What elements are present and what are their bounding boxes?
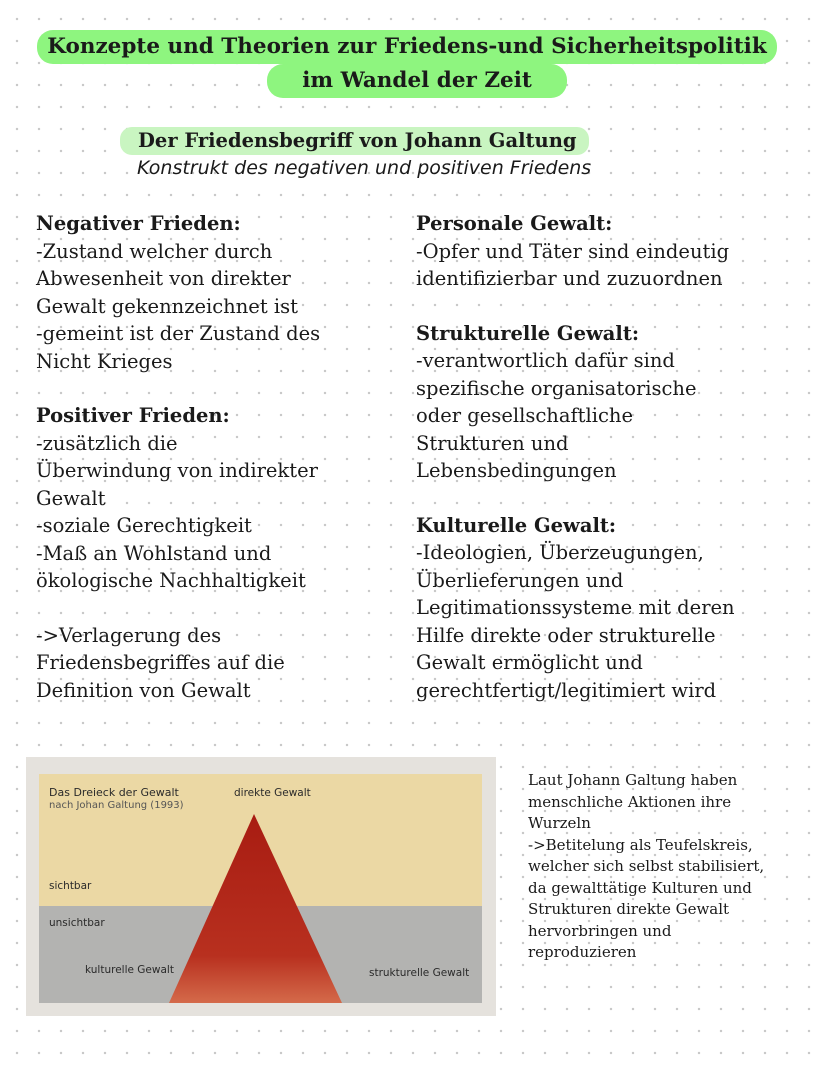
right-column [416, 210, 816, 704]
subtitle-heading: Der Friedensbegriff von Johann Galtung [120, 127, 589, 155]
cultural-violence-label: kulturelle Gewalt [85, 964, 174, 976]
positive-peace-heading: Positiver Frieden: [36, 404, 230, 427]
negative-peace-text: -Zustand welcher durch Abwesenheit von direkter Gewalt gekennzeichnet ist -gemeint ist der Zustand des Nicht Krieges [36, 239, 321, 373]
cultural-violence-heading: Kulturelle Gewalt: [416, 513, 617, 537]
side-note: Laut Johann Galtung haben menschliche Aktionen ihre Wurzeln ->Betitelung als Teufelskreis, welcher sich selbst stabilisiert, da gewalttätige Kulturen und Strukturen direkte Gewalt hervorbringen und reproduzieren [528, 771, 765, 961]
page-title-line-1: Konzepte und Theorien zur Friedens-und Sicherheitspolitik [37, 30, 777, 64]
cultural-violence-text: -Ideologien, Überzeugungen, Überlieferungen und Legitimationssysteme mit deren Hilfe direkte oder strukturelle Gewalt ermöglicht und gerechtfertigt/legitimiert wird [416, 541, 735, 702]
subtitle-italic: Konstrukt des negativen und positiven Friedens [137, 157, 592, 179]
structural-violence-heading: Strukturelle Gewalt: [416, 321, 640, 345]
structural-violence-text: -verantwortlich dafür sind spezifische organisatorische oder gesellschaftliche Strukturen und Lebensbedingungen [416, 349, 697, 482]
spacer [416, 293, 816, 320]
violence-triangle-figure [26, 757, 496, 1016]
spacer [36, 595, 416, 622]
personal-violence-heading: Personale Gewalt: [416, 212, 613, 235]
left-column [36, 210, 416, 704]
visible-label: sichtbar [49, 880, 92, 892]
structural-violence-label: strukturelle Gewalt [369, 967, 470, 979]
figure-source: nach Johan Galtung (1993) [49, 800, 184, 811]
conclusion-text: ->Verlagerung des Friedensbegriffes auf die Definition von Gewalt [36, 623, 285, 702]
figure-panel [39, 774, 482, 1003]
personal-violence-text: -Opfer und Täter sind eindeutig identifizierbar und zuzuordnen [416, 239, 730, 290]
spacer [36, 375, 416, 402]
subtitle-block [120, 127, 592, 179]
positive-peace-text: -zusätzlich die Überwindung von indirekter Gewalt -soziale Gerechtigkeit -Maß an Wohlstand und ökologische Nachhaltigkeit [36, 431, 318, 592]
spacer [416, 485, 816, 512]
invisible-label: unsichtbar [49, 917, 105, 929]
apex-label: direkte Gewalt [234, 787, 311, 799]
page-title-line-2: im Wandel der Zeit [267, 64, 567, 98]
negative-peace-heading: Negativer Frieden: [36, 212, 241, 235]
figure-title: Das Dreieck der Gewalt [49, 786, 179, 799]
